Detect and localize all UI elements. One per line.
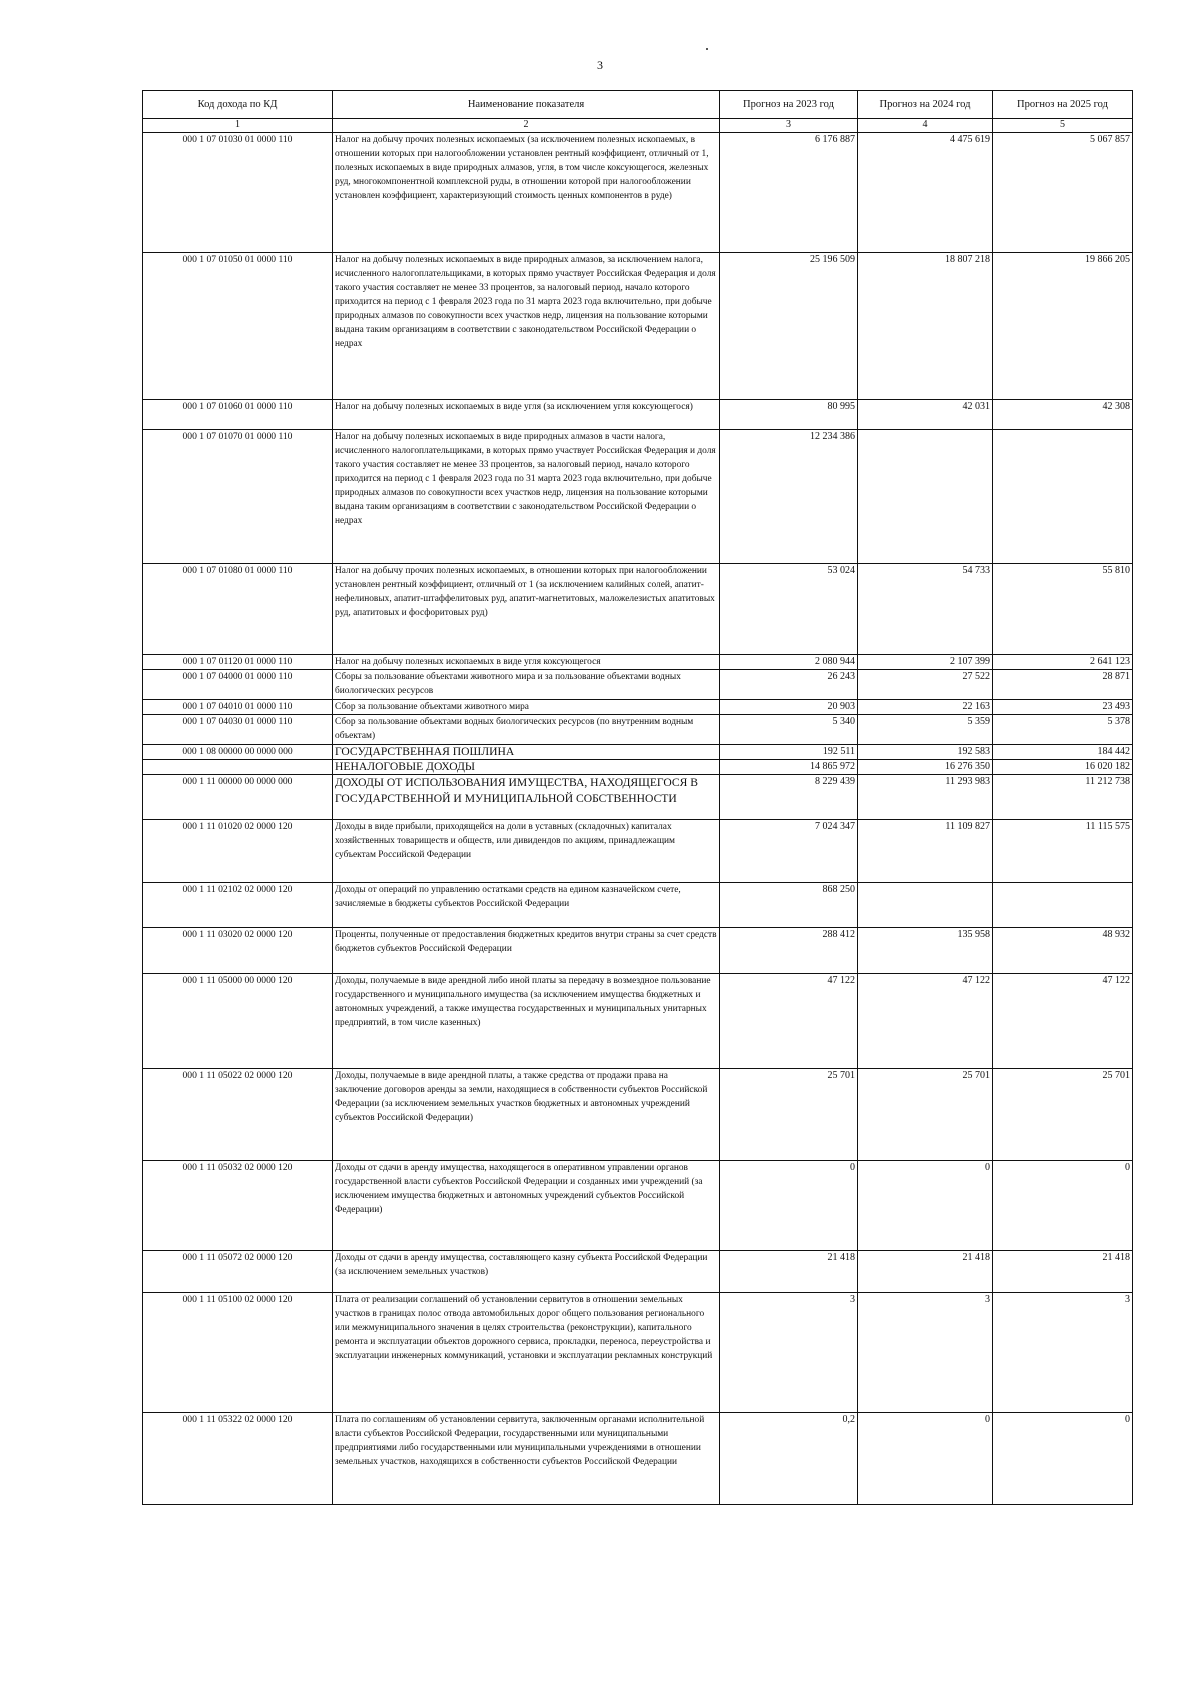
- revenue-code: 000 1 11 05100 02 0000 120: [143, 1293, 333, 1413]
- forecast-2024: [858, 430, 993, 564]
- table-row: [143, 655, 1133, 670]
- table-row: [143, 974, 1133, 1069]
- revenue-code: 000 1 07 01080 01 0000 110: [143, 564, 333, 655]
- forecast-2023: 80 995: [720, 400, 858, 430]
- revenue-code: 000 1 07 01120 01 0000 110: [143, 655, 333, 670]
- revenue-forecast-table: [142, 90, 1133, 1505]
- column-number: 3: [720, 119, 858, 133]
- revenue-code: 000 1 11 05032 02 0000 120: [143, 1161, 333, 1251]
- forecast-2024: 27 522: [858, 670, 993, 700]
- forecast-2024: 4 475 619: [858, 133, 993, 253]
- revenue-name: ГОСУДАРСТВЕННАЯ ПОШЛИНА: [333, 745, 720, 760]
- revenue-name: Доходы от сдачи в аренду имущества, составляющего казну субъекта Российской Федерации (за исключением земельных участков): [333, 1251, 720, 1293]
- forecast-2024: 16 276 350: [858, 760, 993, 775]
- forecast-2025: 23 493: [993, 700, 1133, 715]
- table-row: [143, 564, 1133, 655]
- forecast-2024: 47 122: [858, 974, 993, 1069]
- revenue-name: НЕНАЛОГОВЫЕ ДОХОДЫ: [333, 760, 720, 775]
- revenue-name: Налог на добычу прочих полезных ископаемых, в отношении которых при налогообложении установлен рентный коэффициент, отличный от 1 (за исключением калийных солей, апатит-нефелиновых, апатит-штаффелитовых руд, апатит-магнетитовых, маложелезистых апатитовых руд, апатитовых и фосфоритовых руд): [333, 564, 720, 655]
- table-row: [143, 745, 1133, 760]
- forecast-2023: 25 196 509: [720, 253, 858, 400]
- forecast-2023: 6 176 887: [720, 133, 858, 253]
- forecast-2024: 11 293 983: [858, 775, 993, 820]
- revenue-code: 000 1 11 00000 00 0000 000: [143, 775, 333, 820]
- forecast-2023: 21 418: [720, 1251, 858, 1293]
- table-row: [143, 1069, 1133, 1161]
- forecast-2023: 0,2: [720, 1413, 858, 1505]
- revenue-name: Доходы, получаемые в виде арендной платы, а также средства от продажи права на заключение договоров аренды за земли, находящиеся в собственности субъектов Российской Федерации (за исключением земельных участков бюджетных и автономных учреждений субъектов Российской Федерации): [333, 1069, 720, 1161]
- forecast-2025: 11 212 738: [993, 775, 1133, 820]
- revenue-name: Доходы в виде прибыли, приходящейся на доли в уставных (складочных) капиталах хозяйственных товариществ и обществ, или дивидендов по акциям, принадлежащим субъектам Российской Федерации: [333, 820, 720, 883]
- forecast-2023: 192 511: [720, 745, 858, 760]
- forecast-2025: 5 378: [993, 715, 1133, 745]
- table-row: [143, 1413, 1133, 1505]
- table-row: [143, 430, 1133, 564]
- table-row: [143, 1251, 1133, 1293]
- revenue-code: 000 1 08 00000 00 0000 000: [143, 745, 333, 760]
- forecast-2025: 55 810: [993, 564, 1133, 655]
- table-row: [143, 715, 1133, 745]
- forecast-2023: 2 080 944: [720, 655, 858, 670]
- table-row: [143, 700, 1133, 715]
- forecast-2025: 47 122: [993, 974, 1133, 1069]
- table-row: [143, 1161, 1133, 1251]
- table-row: [143, 775, 1133, 820]
- revenue-name: Проценты, полученные от предоставления бюджетных кредитов внутри страны за счет средств бюджетов субъектов Российской Федерации: [333, 928, 720, 974]
- forecast-2023: 53 024: [720, 564, 858, 655]
- column-number-row: [143, 119, 1133, 133]
- forecast-2025: 3: [993, 1293, 1133, 1413]
- revenue-code: 000 1 11 03020 02 0000 120: [143, 928, 333, 974]
- revenue-code: 000 1 07 04000 01 0000 110: [143, 670, 333, 700]
- forecast-2023: 5 340: [720, 715, 858, 745]
- forecast-2025: 5 067 857: [993, 133, 1133, 253]
- forecast-2025: 0: [993, 1413, 1133, 1505]
- forecast-2025: 21 418: [993, 1251, 1133, 1293]
- revenue-code: 000 1 11 05322 02 0000 120: [143, 1413, 333, 1505]
- revenue-name: Плата по соглашениям об установлении сервитута, заключенным органами исполнительной власти субъектов Российской Федерации, государственными или муниципальными предприятиями либо государственными или муниципальными учреждениями в отношении земельных участков, находящихся в собственности субъектов Российской Федерации: [333, 1413, 720, 1505]
- table-row: [143, 820, 1133, 883]
- table-row: [143, 670, 1133, 700]
- revenue-name: Сбор за пользование объектами животного мира: [333, 700, 720, 715]
- forecast-2025: [993, 883, 1133, 928]
- header-2025: Прогноз на 2025 год: [993, 91, 1133, 119]
- page-number: 3: [597, 58, 603, 72]
- table-row: [143, 883, 1133, 928]
- forecast-2025: 2 641 123: [993, 655, 1133, 670]
- revenue-name: Налог на добычу прочих полезных ископаемых (за исключением полезных ископаемых, в отношении которых при налогообложении установлен рентный коэффициент, отличный от 1, полезных ископаемых в виде природных алмазов, угля, в том числе коксующегося, железных руд, многокомпонентной комплексной руды, в отношении которой при налогообложении установлен коэффициент, характеризующий стоимость ценных компонентов в руде): [333, 133, 720, 253]
- revenue-name: Сборы за пользование объектами животного мира и за пользование объектами водных биологических ресурсов: [333, 670, 720, 700]
- column-number: 4: [858, 119, 993, 133]
- forecast-2025: 28 871: [993, 670, 1133, 700]
- forecast-2023: 8 229 439: [720, 775, 858, 820]
- table-row: [143, 400, 1133, 430]
- forecast-2024: 0: [858, 1161, 993, 1251]
- revenue-code: 000 1 11 01020 02 0000 120: [143, 820, 333, 883]
- column-number: 2: [333, 119, 720, 133]
- revenue-name: Плата от реализации соглашений об установлении сервитутов в отношении земельных участков в границах полос отвода автомобильных дорог общего пользования регионального или межмуниципального значения в целях строительства (реконструкции), капитального ремонта и эксплуатации объектов дорожного сервиса, прокладки, переноса, переустройства и эксплуатации инженерных коммуникаций, установки и эксплуатации рекламных конструкций: [333, 1293, 720, 1413]
- revenue-name: Доходы от операций по управлению остатками средств на едином казначейском счете, зачисляемые в бюджеты субъектов Российской Федерации: [333, 883, 720, 928]
- forecast-2024: 3: [858, 1293, 993, 1413]
- revenue-name: ДОХОДЫ ОТ ИСПОЛЬЗОВАНИЯ ИМУЩЕСТВА, НАХОДЯЩЕГОСЯ В ГОСУДАРСТВЕННОЙ И МУНИЦИПАЛЬНОЙ СОБСТВЕННОСТИ: [333, 775, 720, 820]
- revenue-code: 000 1 11 05072 02 0000 120: [143, 1251, 333, 1293]
- revenue-name: Доходы, получаемые в виде арендной либо иной платы за передачу в возмездное пользование государственного и муниципального имущества (за исключением имущества бюджетных и автономных учреждений, а также имущества государственных и муниципальных унитарных предприятий, в том числе казенных): [333, 974, 720, 1069]
- forecast-2024: 25 701: [858, 1069, 993, 1161]
- table-row: [143, 253, 1133, 400]
- header-code: Код дохода по КД: [143, 91, 333, 119]
- revenue-name: Налог на добычу полезных ископаемых в виде природных алмазов, за исключением налога, исчисленного налогоплательщиками, в которых прямо участвует Российская Федерация и доля такого участия составляет не менее 33 процентов, за налоговый период, начало которого приходится на период с 1 февраля 2023 года по 31 марта 2023 года включительно, при добыче природных алмазов по совокупности всех участков недр, лицензия на пользование которыми выдана таким организациям в соответствии с законодательством Российской Федерации о недрах: [333, 253, 720, 400]
- revenue-code: 000 1 11 05022 02 0000 120: [143, 1069, 333, 1161]
- forecast-2024: [858, 883, 993, 928]
- forecast-2023: 20 903: [720, 700, 858, 715]
- table-row: [143, 1293, 1133, 1413]
- forecast-2024: 42 031: [858, 400, 993, 430]
- header-name: Наименование показателя: [333, 91, 720, 119]
- forecast-2025: 0: [993, 1161, 1133, 1251]
- forecast-2025: 48 932: [993, 928, 1133, 974]
- forecast-2023: 14 865 972: [720, 760, 858, 775]
- forecast-2025: 42 308: [993, 400, 1133, 430]
- forecast-2024: 11 109 827: [858, 820, 993, 883]
- revenue-name: Сбор за пользование объектами водных биологических ресурсов (по внутренним водным объектам): [333, 715, 720, 745]
- forecast-2024: 21 418: [858, 1251, 993, 1293]
- forecast-2025: [993, 430, 1133, 564]
- forecast-2024: 54 733: [858, 564, 993, 655]
- forecast-2023: 26 243: [720, 670, 858, 700]
- revenue-code: [143, 760, 333, 775]
- forecast-2023: 7 024 347: [720, 820, 858, 883]
- revenue-code: 000 1 11 02102 02 0000 120: [143, 883, 333, 928]
- forecast-2024: 2 107 399: [858, 655, 993, 670]
- column-number: 1: [143, 119, 333, 133]
- forecast-2023: 12 234 386: [720, 430, 858, 564]
- revenue-name: Налог на добычу полезных ископаемых в виде природных алмазов в части налога, исчисленного налогоплательщиками, в которых прямо участвует Российская Федерация и доля такого участия составляет не менее 33 процентов, за налоговый период, начало которого приходится на период с 1 февраля 2023 года по 31 марта 2023 года включительно, при добыче природных алмазов по совокупности всех участков недр, лицензия на пользование которыми выдана таким организациям в соответствии с законодательством Российской Федерации о недрах: [333, 430, 720, 564]
- column-number: 5: [993, 119, 1133, 133]
- table-header-row: [143, 91, 1133, 119]
- forecast-2024: 135 958: [858, 928, 993, 974]
- forecast-2025: 184 442: [993, 745, 1133, 760]
- forecast-2023: 25 701: [720, 1069, 858, 1161]
- forecast-2024: 22 163: [858, 700, 993, 715]
- forecast-2023: 288 412: [720, 928, 858, 974]
- forecast-2024: 5 359: [858, 715, 993, 745]
- header-2024: Прогноз на 2024 год: [858, 91, 993, 119]
- revenue-code: 000 1 11 05000 00 0000 120: [143, 974, 333, 1069]
- scan-speck: [706, 48, 708, 50]
- revenue-code: 000 1 07 01050 01 0000 110: [143, 253, 333, 400]
- forecast-2025: 11 115 575: [993, 820, 1133, 883]
- revenue-code: 000 1 07 04010 01 0000 110: [143, 700, 333, 715]
- forecast-2023: 0: [720, 1161, 858, 1251]
- revenue-code: 000 1 07 04030 01 0000 110: [143, 715, 333, 745]
- forecast-2024: 192 583: [858, 745, 993, 760]
- forecast-2024: 0: [858, 1413, 993, 1505]
- table-row: [143, 133, 1133, 253]
- table-row: [143, 760, 1133, 775]
- forecast-2025: 16 020 182: [993, 760, 1133, 775]
- forecast-2023: 47 122: [720, 974, 858, 1069]
- revenue-name: Доходы от сдачи в аренду имущества, находящегося в оперативном управлении органов государственной власти субъектов Российской Федерации и созданных ими учреждений (за исключением имущества бюджетных и автономных учреждений субъектов Российской Федерации): [333, 1161, 720, 1251]
- revenue-code: 000 1 07 01030 01 0000 110: [143, 133, 333, 253]
- forecast-2023: 3: [720, 1293, 858, 1413]
- header-2023: Прогноз на 2023 год: [720, 91, 858, 119]
- revenue-name: Налог на добычу полезных ископаемых в виде угля (за исключением угля коксующегося): [333, 400, 720, 430]
- table-row: [143, 928, 1133, 974]
- forecast-2024: 18 807 218: [858, 253, 993, 400]
- forecast-2023: 868 250: [720, 883, 858, 928]
- revenue-code: 000 1 07 01070 01 0000 110: [143, 430, 333, 564]
- revenue-code: 000 1 07 01060 01 0000 110: [143, 400, 333, 430]
- forecast-2025: 25 701: [993, 1069, 1133, 1161]
- forecast-2025: 19 866 205: [993, 253, 1133, 400]
- revenue-name: Налог на добычу полезных ископаемых в виде угля коксующегося: [333, 655, 720, 670]
